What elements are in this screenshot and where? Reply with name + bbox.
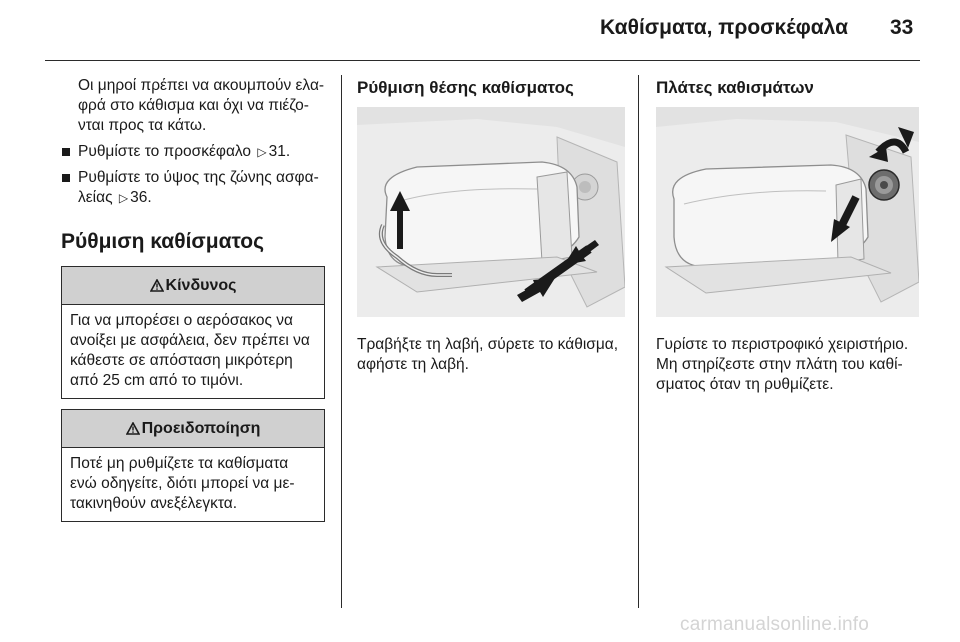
bullet-square-icon — [62, 174, 70, 182]
figure-caption: Μη στηρίζεστε στην πλάτη του καθί- — [656, 356, 903, 373]
watermark: carmanualsonline.info — [680, 614, 870, 635]
page-reference[interactable]: 36. — [130, 189, 152, 206]
page-reference[interactable]: 31. — [268, 143, 291, 160]
danger-title: Κίνδυνος — [165, 276, 237, 294]
figure-caption: Τραβήξτε τη λαβή, σύρετε το κάθισμα, — [357, 336, 619, 353]
column-2 — [357, 78, 627, 375]
figure-caption: αφήστε τη λαβή. — [357, 356, 469, 373]
bullet-item-headrest: Ρυθμίστε το προσκέφαλο ▷ 31. — [61, 142, 325, 162]
danger-box — [61, 266, 325, 399]
column-3 — [656, 78, 924, 395]
danger-body: Για να μπορέσει ο αερόσακος να ανοίξει με ασφάλεια, δεν πρέπει να κάθεστε σε απόσταση μικρότερη από 25 cm από το τιμόνι. — [70, 312, 310, 389]
intro-line: Οι μηροί πρέπει να ακουμπούν ελα- — [78, 77, 325, 94]
warning-box — [61, 409, 325, 522]
column-divider-1 — [341, 75, 342, 608]
intro-line: φρά στο κάθισμα και όχι να πιέζο- — [78, 97, 309, 114]
figure-caption: Γυρίστε το περιστροφικό χειριστήριο. — [656, 336, 909, 353]
warning-box-header — [62, 410, 324, 448]
bullet-square-icon — [62, 148, 70, 156]
section-heading: Ρύθμιση θέσης καθίσματος — [357, 78, 574, 97]
seat-position-illustration — [357, 107, 625, 317]
figure-caption: σματος όταν τη ρυθμίζετε. — [656, 376, 834, 393]
seatback-illustration — [656, 107, 919, 317]
section-heading: Πλάτες καθισμάτων — [656, 78, 814, 97]
intro-line: νται προς τα κάτω. — [78, 117, 207, 134]
warning-title: Προειδοποίηση — [141, 419, 261, 437]
page-number: 33 — [890, 16, 914, 39]
warning-triangle-icon — [150, 279, 164, 292]
column-divider-2 — [638, 75, 639, 608]
header-rule — [45, 60, 920, 61]
triangle-right-icon: ▷ — [257, 145, 267, 159]
triangle-right-icon: ▷ — [118, 191, 129, 205]
section-heading: Ρύθμιση καθίσματος — [61, 230, 265, 253]
column-1 — [61, 76, 325, 532]
page-header-title: Καθίσματα, προσκέφαλα — [600, 16, 848, 39]
warning-triangle-icon — [126, 422, 140, 435]
warning-body: Ποτέ μη ρυθμίζετε τα καθίσματα ενώ οδηγείτε, διότι μπορεί να με- τακινηθούν ανεξέλεγκτα. — [70, 455, 295, 512]
bullet-item-seatbelt: Ρυθμίστε το ύψος της ζώνης ασφα- λείας ▷ 36. — [61, 168, 325, 208]
danger-box-header — [62, 267, 324, 305]
